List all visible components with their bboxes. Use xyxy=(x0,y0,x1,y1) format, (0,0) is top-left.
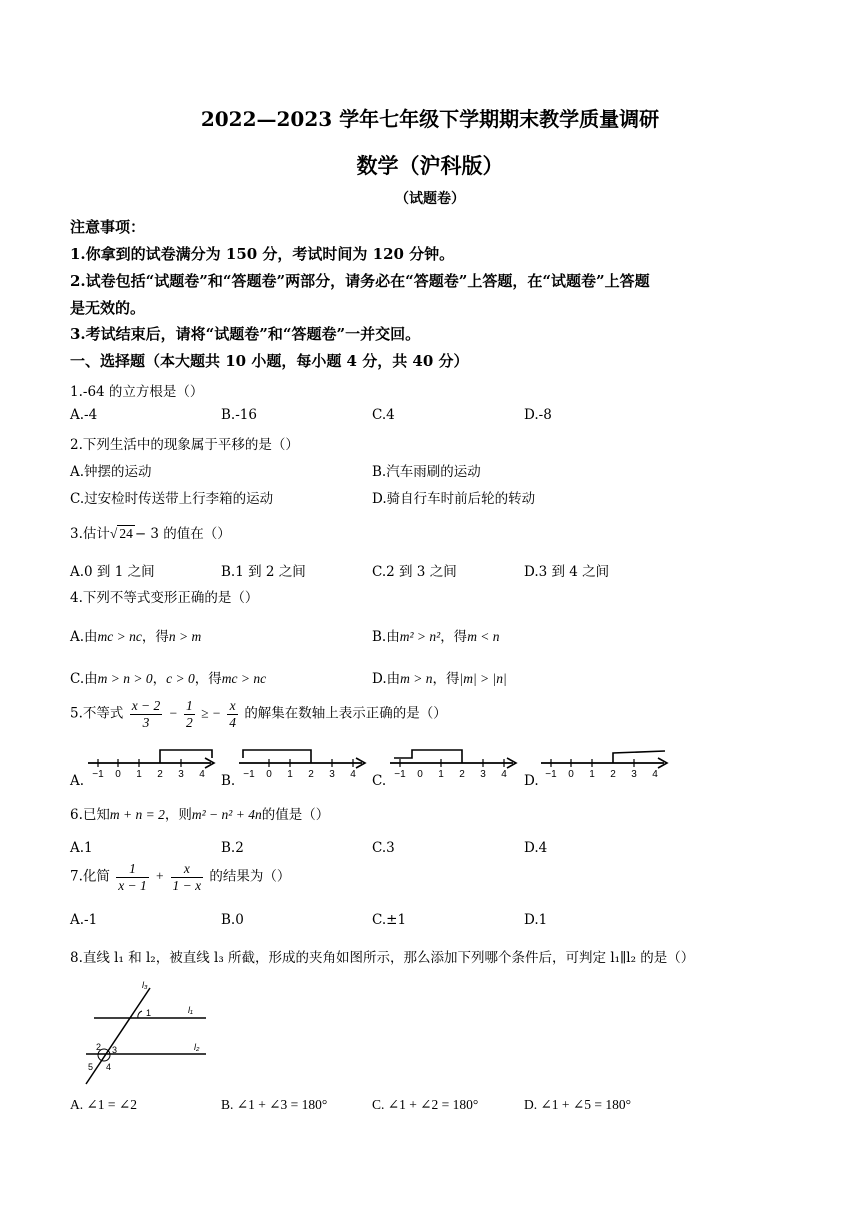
notes-heading: 注意事项： xyxy=(70,218,146,236)
angle-5-label: 5 xyxy=(88,1062,94,1072)
q7-f2-num: x xyxy=(171,861,204,878)
tick-label: 2 xyxy=(610,769,616,780)
label-l1: l₁ xyxy=(188,1005,193,1015)
q4-d-prefix: D.由 xyxy=(372,671,401,687)
q5-number-line-c xyxy=(388,746,520,780)
q3-option-d: D.3 到 4 之间 xyxy=(524,564,610,580)
q4-b-math2: m < n xyxy=(467,629,500,644)
q7-option-b: B.0 xyxy=(221,912,244,928)
tick-label: 3 xyxy=(178,769,184,780)
note-2: 2.试卷包括“试题卷”和“答题卷”两部分，请务必在“答题卷”上答题，在“试题卷”上答题 xyxy=(70,272,650,290)
angle-2-label: 2 xyxy=(96,1042,102,1052)
q8-parallel-lines-figure xyxy=(78,978,218,1090)
tick-label: 0 xyxy=(266,769,272,780)
tick-label: 4 xyxy=(501,769,507,780)
q4-a-math2: n > m xyxy=(168,629,202,644)
tick-label: 0 xyxy=(115,769,121,780)
q4-d-math2: |m| > |n| xyxy=(459,671,507,686)
q5-number-line-a xyxy=(86,746,218,780)
q4-c-sep: ， xyxy=(152,671,167,687)
q7-option-d: D.1 xyxy=(524,912,548,928)
tick-label: −1 xyxy=(394,769,406,780)
tick-label: 3 xyxy=(631,769,637,780)
q7-option-c: C.±1 xyxy=(372,912,407,928)
q4-d-mid: ，得 xyxy=(432,671,460,687)
q5-c-solution-bracket xyxy=(394,750,462,763)
q5-f3-den: 4 xyxy=(229,714,237,730)
q5-op1: − xyxy=(168,705,178,721)
q5-c-tick-labels xyxy=(394,769,507,780)
q4-b-mid: ，得 xyxy=(440,629,468,645)
q5-option-a: A. xyxy=(70,773,85,789)
q5-f2-num: 1 xyxy=(186,698,193,713)
q5-stem-pre: 5.不等式 xyxy=(70,705,124,722)
q8-option-d: D. ∠1 + ∠5 = 180° xyxy=(524,1097,631,1112)
q4-option-d xyxy=(372,667,507,687)
q5-b-solution-bracket xyxy=(243,750,311,763)
tick-label: 4 xyxy=(350,769,356,780)
tick-label: 0 xyxy=(417,769,423,780)
tick-label: 1 xyxy=(589,769,595,780)
q2-option-d: D.骑自行车时前后轮的转动 xyxy=(372,491,536,507)
q4-c-math3: mc > nc xyxy=(221,671,267,686)
q1-option-d: D.-8 xyxy=(524,407,552,423)
q4-c-math1: m > n > 0 xyxy=(97,671,153,686)
q5-f1-num: x − 2 xyxy=(131,698,161,713)
q4-c-math2: c > 0 xyxy=(166,671,195,686)
q6-option-a: A.1 xyxy=(70,840,93,856)
tick-label: 3 xyxy=(480,769,486,780)
q2-option-c: C.过安检时传送带上行李箱的运动 xyxy=(70,491,274,507)
tick-label: 1 xyxy=(287,769,293,780)
q7-f1-den: x − 1 xyxy=(118,877,147,893)
q5-number-line-b xyxy=(237,746,369,780)
q3-stem: 3.估计√ 24 − 3 的值在（） xyxy=(70,526,231,542)
tick-label: 4 xyxy=(199,769,205,780)
tick-label: 1 xyxy=(136,769,142,780)
q4-stem: 4.下列不等式变形正确的是（） xyxy=(70,590,259,606)
q3-stem-pre: 3.估计 xyxy=(70,526,110,542)
q2-stem: 2.下列生活中的现象属于平移的是（） xyxy=(70,437,299,453)
q7-op: + xyxy=(155,868,165,884)
q6-option-b: B.2 xyxy=(221,840,244,856)
q4-c-mid: ，得 xyxy=(194,671,222,687)
tick-label: 3 xyxy=(329,769,335,780)
exam-title: 2022—2023 学年七年级下学期期末教学质量调研 xyxy=(200,107,660,131)
q4-a-mid: ，得 xyxy=(141,629,169,645)
tick-label: 0 xyxy=(568,769,574,780)
q6-stem-post: 的值是（） xyxy=(261,807,330,823)
q6-math2: m² − n² + 4n xyxy=(191,807,262,822)
q5-stem xyxy=(70,698,447,730)
q4-option-c xyxy=(70,667,266,687)
q5-a-solution-bracket xyxy=(160,750,212,763)
q7-stem-post: 的结果为（） xyxy=(209,868,291,885)
q1-option-a: A.-4 xyxy=(70,407,98,423)
q1-option-b: B.-16 xyxy=(221,407,257,423)
q5-b-tick-labels xyxy=(243,769,356,780)
note-3: 3.考试结束后，请将“试题卷”和“答题卷”一并交回。 xyxy=(70,325,421,343)
q3-option-a: A.0 到 1 之间 xyxy=(70,564,155,580)
q4-c-prefix: C.由 xyxy=(70,671,98,687)
angle-3-label: 3 xyxy=(112,1045,118,1055)
note-1: 1.你拿到的试卷满分为 150 分，考试时间为 120 分钟。 xyxy=(70,245,455,263)
tick-label: −1 xyxy=(545,769,557,780)
q5-d-tick-labels xyxy=(545,769,658,780)
q7-stem xyxy=(70,861,290,893)
q1-stem: 1.-64 的立方根是（） xyxy=(70,384,204,400)
q5-fraction-3 xyxy=(227,698,238,730)
q7-fraction-1 xyxy=(116,861,149,893)
q3-stem-post: − 3 的值在（） xyxy=(134,526,231,542)
tick-label: 2 xyxy=(308,769,314,780)
q4-option-a xyxy=(70,625,201,645)
q4-option-b xyxy=(372,625,500,645)
label-l3: l₃ xyxy=(142,980,148,990)
line-l3 xyxy=(86,988,150,1084)
q5-option-c: C. xyxy=(372,773,387,789)
q5-op2: ≥ − xyxy=(201,705,221,721)
q4-b-math1: m² > n² xyxy=(399,629,441,644)
tick-label: 4 xyxy=(652,769,658,780)
q4-d-math1: m > n xyxy=(400,671,433,686)
q4-b-prefix: B.由 xyxy=(372,629,400,645)
exam-subject: 数学（沪科版） xyxy=(356,153,504,178)
q5-stem-post: 的解集在数轴上表示正确的是（） xyxy=(244,705,447,722)
q5-d-solution-bracket xyxy=(613,751,665,763)
note-2-cont: 是无效的。 xyxy=(70,299,146,317)
q3-option-c: C.2 到 3 之间 xyxy=(372,564,457,580)
q1-option-c: C.4 xyxy=(372,407,395,423)
q6-math1: m + n = 2 xyxy=(109,807,165,822)
q8-option-a: A. ∠1 = ∠2 xyxy=(70,1097,137,1112)
q4-a-prefix: A.由 xyxy=(70,629,98,645)
q2-option-b: B.汽车雨刷的运动 xyxy=(372,464,481,480)
angle-1-label: 1 xyxy=(146,1008,152,1018)
q5-a-tick-labels xyxy=(92,769,205,780)
q3-radicand: 24 xyxy=(119,526,133,541)
q4-a-math1: mc > nc xyxy=(97,629,142,644)
q6-stem-mid: ，则 xyxy=(164,807,192,823)
q5-f1-den: 3 xyxy=(142,714,150,730)
angle-4-label: 4 xyxy=(106,1062,112,1072)
q3-option-b: B.1 到 2 之间 xyxy=(221,564,306,580)
q7-f2-den: 1 − x xyxy=(172,877,202,893)
q5-number-line-d xyxy=(539,746,671,780)
exam-paper-label: （试题卷） xyxy=(395,191,465,207)
q2-option-a: A.钟摆的运动 xyxy=(70,464,152,480)
q8-stem: 8.直线 l₁ 和 l₂，被直线 l₃ 所截，形成的夹角如图所示，那么添加下列哪个条件后，可判定 l₁∥l₂ 的是（） xyxy=(70,950,695,966)
tick-label: −1 xyxy=(92,769,104,780)
q7-stem-pre: 7.化简 xyxy=(70,868,110,885)
q7-fraction-2 xyxy=(171,861,204,893)
q8-option-b: B. ∠1 + ∠3 = 180° xyxy=(221,1097,328,1112)
q7-option-a: A.-1 xyxy=(70,912,98,928)
q5-f3-num: x xyxy=(227,698,238,715)
q7-f1-num: 1 xyxy=(116,861,149,878)
section-heading: 一、选择题（本大题共 10 小题，每小题 4 分，共 40 分） xyxy=(70,352,469,370)
q5-fraction-2 xyxy=(184,698,195,730)
q5-fraction-1 xyxy=(130,698,163,730)
tick-label: −1 xyxy=(243,769,255,780)
tick-label: 2 xyxy=(157,769,163,780)
q8-option-c: C. ∠1 + ∠2 = 180° xyxy=(372,1097,479,1112)
q5-f2-den: 2 xyxy=(186,714,193,730)
q5-option-d: D. xyxy=(524,773,539,789)
label-l2: l₂ xyxy=(194,1042,200,1052)
q6-stem-pre: 6.已知 xyxy=(70,807,110,823)
angle-1-mark xyxy=(138,1011,142,1018)
tick-label: 1 xyxy=(438,769,444,780)
q6-stem xyxy=(70,803,329,823)
q5-option-b: B. xyxy=(221,773,236,789)
q6-option-c: C.3 xyxy=(372,840,395,856)
tick-label: 2 xyxy=(459,769,465,780)
q6-option-d: D.4 xyxy=(524,840,548,856)
